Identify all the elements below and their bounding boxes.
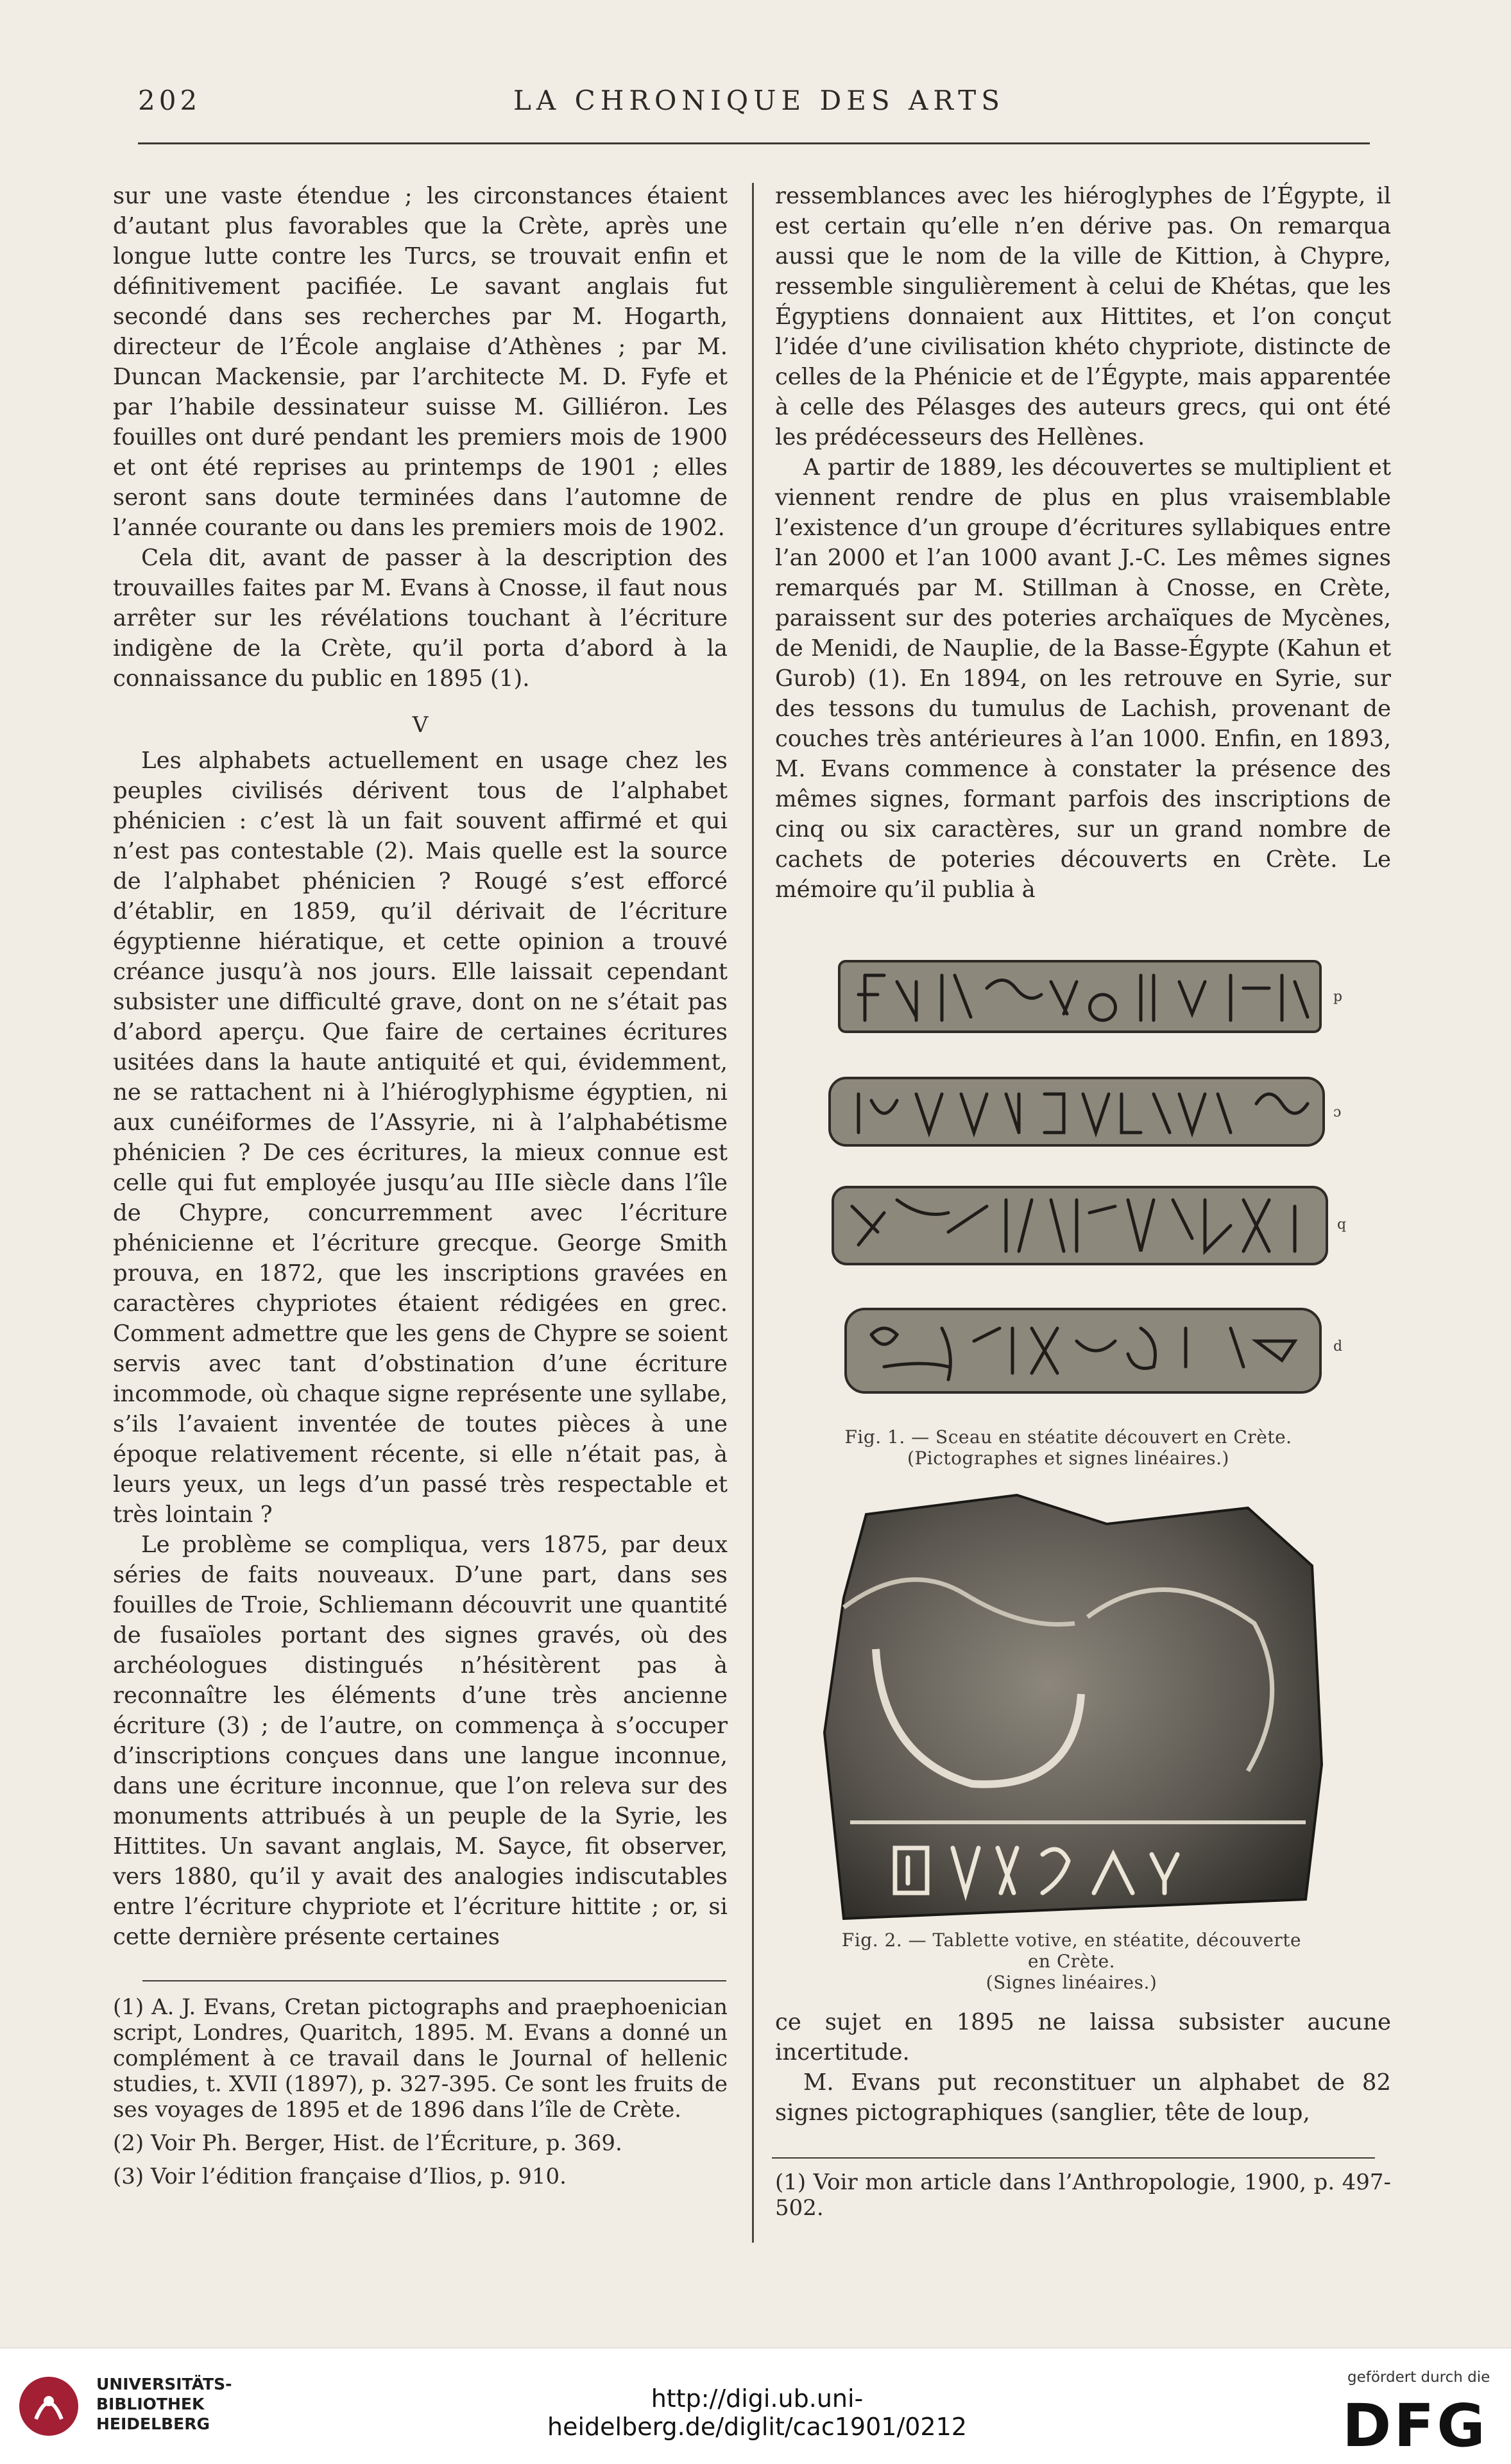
page-header bbox=[138, 82, 1373, 121]
paragraph: M. Evans put reconstituer un alphabet de 82 signes pictographiques (sanglier, tête de loup, bbox=[775, 2069, 1391, 2126]
library-name bbox=[96, 2374, 232, 2434]
paragraph: ce sujet en 1895 ne laissa subsister aucune incertitude. bbox=[775, 2009, 1391, 2066]
dfg-logo: DFG bbox=[1342, 2391, 1488, 2460]
footnote: (1) A. J. Evans, Cretan pictographs and praephoenician script, Londres, Quaritch, 1895. M. Evans a donné un complément à ce travail dans le Journal of hellenic studies, t. XVII (1897), p. 327-395. Ce sont les fruits de ses voyages de 1895 et de 1896 dans l’île de Crète. bbox=[113, 1994, 728, 2123]
library-name-line: HEIDELBERG bbox=[96, 2415, 210, 2433]
footnote-rule bbox=[142, 1980, 726, 1981]
right-column-continued bbox=[775, 2007, 1391, 2128]
footnote: (1) Voir mon article dans l’Anthropologie, 1900, p. 497-502. bbox=[775, 2169, 1391, 2221]
paragraph: Les alphabets actuellement en usage chez les peuples civilisés dérivent tous de l’alphabet phénicien : c’est là un fait souvent affirmé et qui n’est pas contestable (2). Mais quelle est la source de l’alphabet phénicien ? Rougé s’est efforcé d’établir, en 1859, qu’il dérivait de l’écriture égyptienne hiératique, et cette opinion a trouvé créance jusqu’à nos jours. Elle laissait cependant subsister une difficulté grave, dont on ne s’était pas d’abord aperçu. Que faire de certaines écritures usitées dans la haute antiquité et qui, évidemment, ne se rattachent ni à l’hiéroglyphisme égyptien, ni aux cunéiformes de l’Assyrie, ni à l’alphabétisme phénicien ? De ces écritures, la mieux connue est celle qui fut employée jusqu’au IIIe siècle dans l’île de Chypre, concurremment avec l’écriture phénicienne et l’écriture grecque. George Smith prouva, en 1872, que les inscriptions gravées en caractères chypriotes étaient rédigées en grec. Comment admettre que les gens de Chypre se soient servis avec tant d’obstination d’une écriture incommode, où chaque signe représente une syllabe, s’ils l’avaient inventée de toutes pièces à une époque relativement récente, si elle n’était pas, à leurs yeux, un legs d’un passé très respectable et très lointain ? bbox=[113, 748, 728, 1528]
caption-line: en Crète. bbox=[1027, 1951, 1116, 1972]
header-rule bbox=[138, 142, 1370, 144]
university-library-logo-icon bbox=[17, 2374, 81, 2438]
right-column bbox=[775, 181, 1391, 905]
side-mark: ɔ bbox=[1333, 1104, 1342, 1120]
section-heading: V bbox=[412, 712, 429, 738]
side-mark: p bbox=[1333, 989, 1343, 1005]
caption-line: Fig. 2. — Tablette votive, en stéatite, découverte bbox=[841, 1929, 1302, 1951]
caption-line: (Pictographes et signes linéaires.) bbox=[907, 1448, 1229, 1469]
figure-2-caption bbox=[770, 1929, 1373, 1993]
left-footnotes bbox=[113, 1994, 728, 2197]
caption-line: Fig. 1. — Sceau en stéatite découvert en Crète. bbox=[844, 1426, 1292, 1448]
paragraph: ressemblances avec les hiéroglyphes de l’Égypte, il est certain qu’elle n’en dérive pas. On remarqua aussi que le nom de la ville de Kittion, à Chypre, ressemble singulièrement à celui de Khétas, que les Égyptiens donnaient aux Hittites, et l’on conçut l’idée d’une civilisation khéto chypriote, distincte de celles de la Phénicie et de l’Égypte, mais apparentée à celle des Pélasges des auteurs grecs, qui ont été les prédécesseurs des Hellènes. bbox=[775, 183, 1391, 450]
side-mark: q bbox=[1337, 1217, 1347, 1233]
left-column bbox=[113, 181, 728, 1952]
column-divider bbox=[752, 183, 754, 2243]
library-name-line: UNIVERSITÄTS- bbox=[96, 2375, 232, 2393]
figure-1-caption bbox=[792, 1426, 1344, 1469]
journal-title: LA CHRONIQUE DES ARTS bbox=[513, 85, 1005, 116]
footnote: (3) Voir l’édition française d’Ilios, p. 910. bbox=[113, 2164, 567, 2189]
footnote: (2) Voir Ph. Berger, Hist. de l’Écriture, p. 369. bbox=[113, 2130, 622, 2156]
figure-2-tablet-image bbox=[805, 1489, 1357, 1931]
footnote-rule bbox=[772, 2157, 1375, 2159]
paragraph: Cela dit, avant de passer à la description des trouvailles faites par M. Evans à Cnosse, il faut nous arrêter sur les révélations touchant à l’écriture indigène de la Crète, qu’il porta d’abord à la connaissance du public en 1895 (1). bbox=[113, 545, 728, 692]
paragraph: Le problème se compliqua, vers 1875, par deux séries de faits nouveaux. D’une part, dans ses fouilles de Troie, Schliemann découvrit une quantité de fusaïoles portant des signes gravés, où des archéologues distingués n’hésitèrent pas à reconnaître les éléments d’une très ancienne écriture (3) ; de l’autre, on commença à s’occuper d’inscriptions conçues dans une langue inconnue, dans une écriture inconnue, que l’on releva sur des monuments attribués à un peuple de la Syrie, les Hittites. Un savant anglais, M. Sayce, fit observer, vers 1880, qu’il y avait des analogies indiscutables entre l’écriture chypriote et l’écriture hittite ; or, si cette dernière présente certaines bbox=[113, 1532, 728, 1950]
right-footnotes bbox=[775, 2169, 1391, 2229]
side-mark: d bbox=[1333, 1339, 1343, 1355]
figure-1-seal-image bbox=[820, 956, 1359, 1425]
paragraph: A partir de 1889, les découvertes se multiplient et viennent rendre de plus en plus vraisemblable l’existence d’un groupe d’écritures syllabiques entre l’an 2000 et l’an 1000 avant J.-C. Les mêmes signes remarqués par M. Stillman à Cnosse, en Crète, paraissent sur des poteries archaïques de Mycènes, de Menidi, de Nauplie, de la Basse-Égypte (Kahun et Gurob) (1). En 1894, on les retrouve en Syrie, sur des tessons du tumulus de Lachish, provenant de couches très antérieures à l’an 1000. Enfin, en 1893, M. Evans commence à constater la présence des mêmes signes, formant parfois des inscriptions de cinq ou six caractères, sur un grand nombre de cachets de poteries découverts en Crète. Le mémoire qu’il publia à bbox=[775, 454, 1391, 903]
permalink-url[interactable]: http://digi.ub.uni-heidelberg.de/diglit/cac1901/0212 bbox=[547, 2384, 967, 2441]
paragraph: sur une vaste étendue ; les circonstances étaient d’autant plus favorables que la Crète, après une longue lutte contre les Turcs, se trouvait enfin et définitivement pacifiée. Le savant anglais fut secondé dans ses recherches par M. Hogarth, directeur de l’École anglaise d’Athènes ; par M. Duncan Mackensie, par l’architecte M. D. Fyfe et par l’habile dessinateur suisse M. Gilliéron. Les fouilles ont duré pendant les premiers mois de 1900 et ont été reprises au printemps de 1901 ; elles seront sans doute terminées dans l’automne de l’année courante ou dans les premiers mois de 1902. bbox=[113, 183, 728, 541]
caption-line: (Signes linéaires.) bbox=[986, 1972, 1157, 1993]
page-number: 202 bbox=[138, 85, 201, 116]
funding-label: gefördert durch die bbox=[1347, 2369, 1490, 2386]
library-name-line: BIBLIOTHEK bbox=[96, 2395, 205, 2413]
